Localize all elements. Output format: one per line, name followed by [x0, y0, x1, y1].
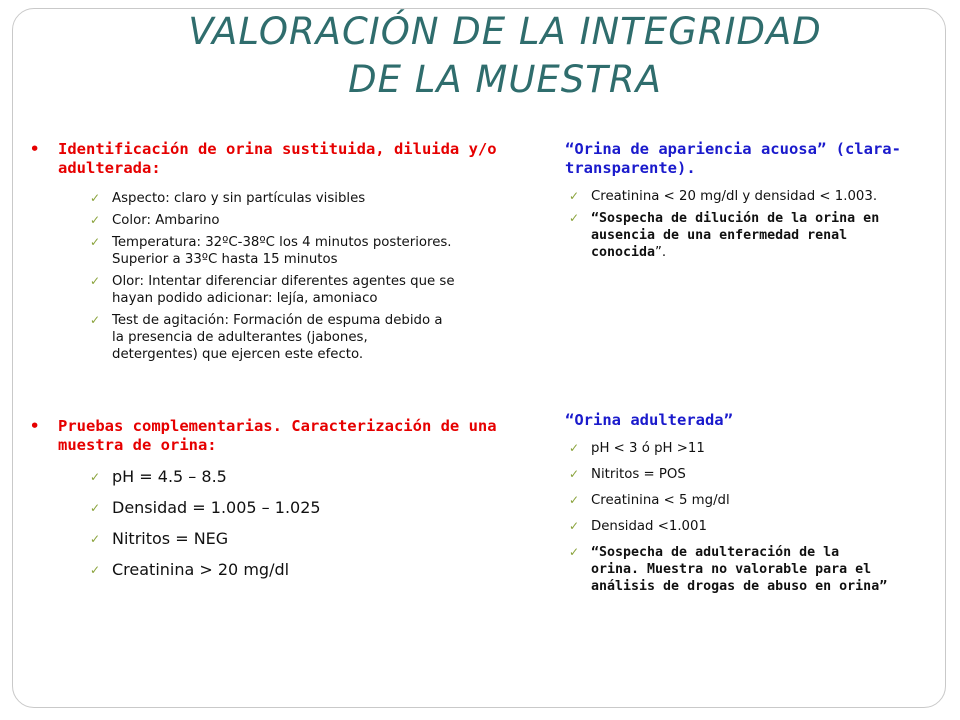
checkmark-icon: ✓: [569, 467, 580, 481]
list-item: ✓ pH < 3 ó pH >11: [569, 441, 705, 456]
list-item: ✓ Densidad <1.001: [569, 519, 707, 534]
checkmark-icon: ✓: [90, 532, 101, 546]
checkmark-icon: ✓: [569, 441, 580, 455]
checkmark-icon: ✓: [90, 213, 101, 227]
checkmark-icon: ✓: [569, 519, 580, 533]
checkmark-icon: ✓: [90, 274, 101, 288]
checkmark-icon: ✓: [90, 235, 101, 249]
title-line-2: DE LA MUESTRA: [348, 58, 662, 101]
checkmark-icon: ✓: [90, 191, 101, 205]
checkmark-icon: ✓: [569, 545, 580, 559]
list-item: ✓ Temperatura: 32ºC-38ºC los 4 minutos posteriores. Superior a 33ºC hasta 15 minutos: [90, 235, 452, 267]
block2-list: [565, 440, 895, 595]
checkmark-icon: ✓: [569, 493, 580, 507]
list-item: ✓ Creatinina > 20 mg/dl: [90, 560, 290, 579]
left-column: [30, 140, 500, 591]
section1-list: [86, 190, 456, 363]
list-item: ✓ “Sospecha de dilución de la orina en ausencia de una enfermedad renal conocida”.: [569, 211, 880, 260]
title-line-1: VALORACIÓN DE LA INTEGRIDAD: [188, 10, 822, 53]
section2-list: [86, 467, 466, 580]
checkmark-icon: ✓: [90, 313, 101, 327]
list-item: ✓ pH = 4.5 – 8.5: [90, 467, 227, 486]
section1-heading: • Identificación de orina sustituida, diluida y/o adulterada:: [30, 140, 497, 177]
block1-heading: “Orina de apariencia acuosa” (clara-transparente).: [565, 140, 901, 177]
list-item: ✓ Creatinina < 5 mg/dl: [569, 493, 730, 508]
list-item: ✓ “Sospecha de adulteración de la orina. Muestra no valorable para el análisis de drogas de abuso en orina”: [569, 545, 888, 594]
section2-heading: • Pruebas complementarias. Caracterización de una muestra de orina:: [30, 417, 497, 454]
right-column: [565, 140, 915, 600]
slide-title: [120, 8, 890, 104]
bullet-icon: •: [30, 140, 40, 158]
list-item: ✓ Aspecto: claro y sin partículas visibles: [90, 191, 366, 206]
list-item: ✓ Nitritos = POS: [569, 467, 686, 482]
list-item: ✓ Creatinina < 20 mg/dl y densidad < 1.003.: [569, 189, 878, 204]
list-item: ✓ Densidad = 1.005 – 1.025: [90, 498, 321, 517]
checkmark-icon: ✓: [90, 501, 101, 515]
list-item: ✓ Nitritos = NEG: [90, 529, 229, 548]
bullet-icon: •: [30, 417, 40, 435]
block1-list: [565, 188, 895, 261]
checkmark-icon: ✓: [90, 563, 101, 577]
checkmark-icon: ✓: [90, 470, 101, 484]
list-item: ✓ Test de agitación: Formación de espuma debido a la presencia de adulterantes (jabones, detergentes) que ejercen este efecto.: [90, 313, 443, 362]
block2-heading: “Orina adulterada”: [565, 411, 733, 429]
checkmark-icon: ✓: [569, 211, 580, 225]
list-item: ✓ Olor: Intentar diferenciar diferentes agentes que se hayan podido adicionar: lejía, amoniaco: [90, 274, 455, 306]
checkmark-icon: ✓: [569, 189, 580, 203]
list-item: ✓ Color: Ambarino: [90, 213, 220, 228]
